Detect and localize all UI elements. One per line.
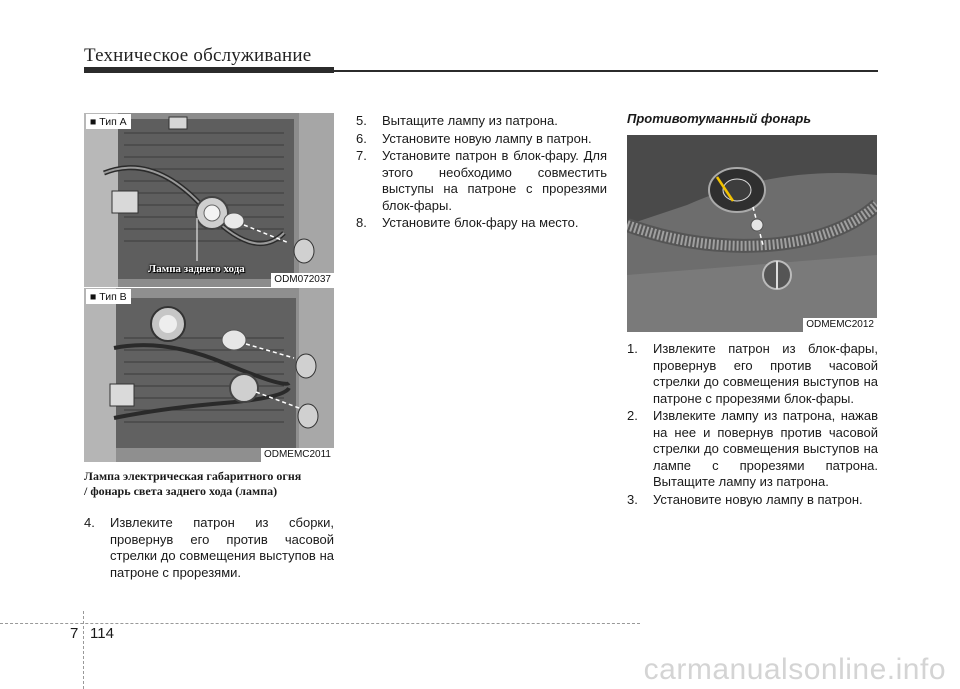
step-number: 4. — [84, 515, 95, 530]
step-text: Установите новую лампу в патрон. — [653, 491, 863, 507]
reverse-lamp-photo-a — [84, 113, 334, 287]
left-steps — [84, 515, 334, 582]
header-rule-thin — [334, 70, 878, 72]
step-item — [356, 148, 607, 214]
step-text: Вытащите лампу из патрона. — [382, 113, 558, 128]
right-steps — [627, 341, 878, 509]
step-item — [627, 341, 878, 407]
step-item — [356, 113, 607, 130]
tail-lamp-photo-b — [84, 288, 334, 462]
step-number: 6. — [356, 130, 367, 146]
step-text: Установите блок-фару на место. — [382, 215, 579, 230]
step-text: Извлеките патрон из сборки, провернув его против часовой стрелки до совмещения выступов на патроне с прорезями. — [110, 515, 334, 580]
step-text: Установите новую лампу в патрон. — [382, 130, 592, 146]
step-item — [356, 215, 607, 232]
bulb-subheading: Лампа электрическая габаритного огня / фонарь света заднего хода (лампа) — [84, 469, 302, 498]
step-text: Извлеките лампу из патрона, нажав на нее и повернув против часовой стрелки до совмещения выступов на лампе с прорезями патрона. Вытащите лампу из патрона. — [653, 408, 878, 489]
type-b-label: ■ Тип B — [86, 289, 131, 304]
section-title: Техническое обслуживание — [84, 45, 312, 66]
type-a-label: ■ Тип A — [86, 114, 131, 129]
step-number: 7. — [356, 148, 367, 163]
step-item — [627, 492, 878, 509]
footer-vertical-divider — [83, 611, 85, 689]
step-item — [356, 131, 607, 148]
page-number: 114 — [90, 625, 114, 642]
figure-code-a: ODM072037 — [271, 273, 334, 287]
step-item — [84, 515, 334, 581]
fog-lamp-heading: Противотуманный фонарь — [627, 111, 812, 126]
figure-type-b — [84, 288, 334, 462]
step-number: 3. — [627, 491, 638, 507]
chapter-number: 7 — [70, 625, 79, 642]
header-rule-thick — [84, 67, 334, 73]
step-number: 5. — [356, 113, 367, 128]
watermark: carmanualsonline.info — [643, 653, 946, 686]
figure-type-a — [84, 113, 334, 287]
fog-lamp-photo — [627, 135, 877, 332]
figure-fog-lamp — [627, 135, 877, 332]
step-number: 2. — [627, 408, 638, 423]
reverse-lamp-callout: Лампа заднего хода — [148, 263, 245, 275]
step-number: 1. — [627, 341, 638, 356]
figure-code-b: ODMEMC2011 — [261, 448, 334, 462]
step-text: Установите патрон в блок-фару. Для этого необходимо совместить выступы на патроне с прорезями блок-фары. — [382, 148, 607, 213]
step-text: Извлеките патрон из блок-фары, провернув его против часовой стрелки до совмещения выступов на патроне с прорезями блок-фары. — [653, 341, 878, 406]
middle-steps — [356, 113, 607, 233]
step-item — [627, 408, 878, 491]
figure-code-fog: ODMEMC2012 — [803, 318, 877, 332]
step-number: 8. — [356, 215, 367, 230]
